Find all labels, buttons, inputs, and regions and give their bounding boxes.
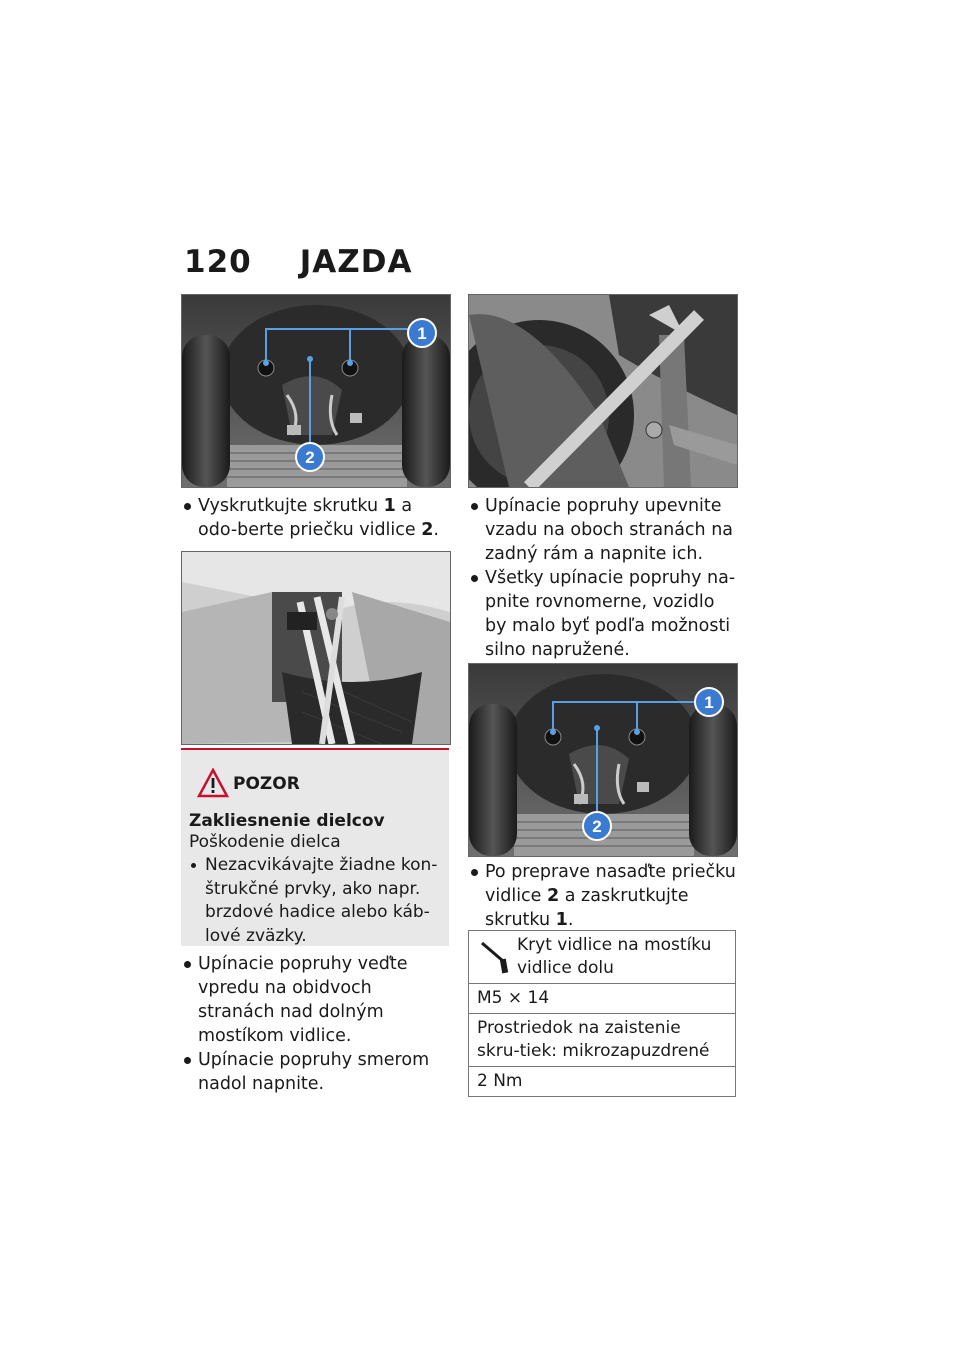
spec-torque: 2 Nm	[469, 1066, 735, 1096]
warning-subtitle: Poškodenie dielca	[189, 832, 341, 852]
screwdriver-icon	[479, 939, 513, 975]
warning-box	[181, 748, 449, 946]
fork-bridge-photo	[181, 294, 451, 488]
front-strap-photo	[181, 551, 451, 745]
warning-label: POZOR	[233, 774, 300, 794]
callout-2: 2	[592, 817, 602, 836]
right-steps	[468, 494, 740, 662]
step-remove-brace: Vyskrutkujte skrutku 1 a odo-berte priečku vidlice 2.	[181, 494, 451, 542]
page-number: 120	[184, 244, 252, 280]
chapter-title: JAZDA	[299, 244, 413, 280]
callout-1: 1	[704, 693, 714, 712]
spec-title-row	[469, 931, 735, 983]
step-reinstall: Po preprave nasaďte priečku vidlice 2 a zaskrutkujte skrutku 1.	[468, 860, 740, 932]
torque-spec-table	[468, 930, 736, 1097]
warning-triangle-icon	[197, 768, 229, 798]
left-steps	[181, 952, 453, 1096]
warning-list	[189, 854, 444, 948]
warning-title: Zakliesnenie dielcov	[189, 811, 385, 831]
spec-thread-lock: Prostriedok na zaistenie skru-tiek: mikrozapuzdrené	[469, 1013, 735, 1066]
rear-strap-photo	[468, 294, 738, 488]
callout-1: 1	[417, 324, 427, 343]
step-rear-straps: Upínacie popruhy upevnite vzadu na oboch stranách na zadný rám a napnite ich.	[468, 494, 740, 566]
spec-title: Kryt vidlice na mostíku vidlice dolu	[517, 935, 712, 978]
spec-size: M5 × 14	[469, 983, 735, 1013]
page-header	[184, 244, 412, 280]
warning-item: Nezacvikávajte žiadne kon-štrukčné prvky, ako napr. brzdové hadice alebo káb-lové zväzky.	[189, 854, 444, 948]
step-front-straps: Upínacie popruhy veďte vpredu na obidvoch stranách nad dolným mostíkom vidlice.	[181, 952, 453, 1048]
fork-bridge-reinstall-photo	[468, 663, 738, 857]
step-tension-down: Upínacie popruhy smerom nadol napnite.	[181, 1048, 453, 1096]
step-tension-even: Všetky upínacie popruhy na-pnite rovnomerne, vozidlo by malo byť podľa možnosti silno napružené.	[468, 566, 740, 662]
callout-2: 2	[305, 448, 315, 467]
